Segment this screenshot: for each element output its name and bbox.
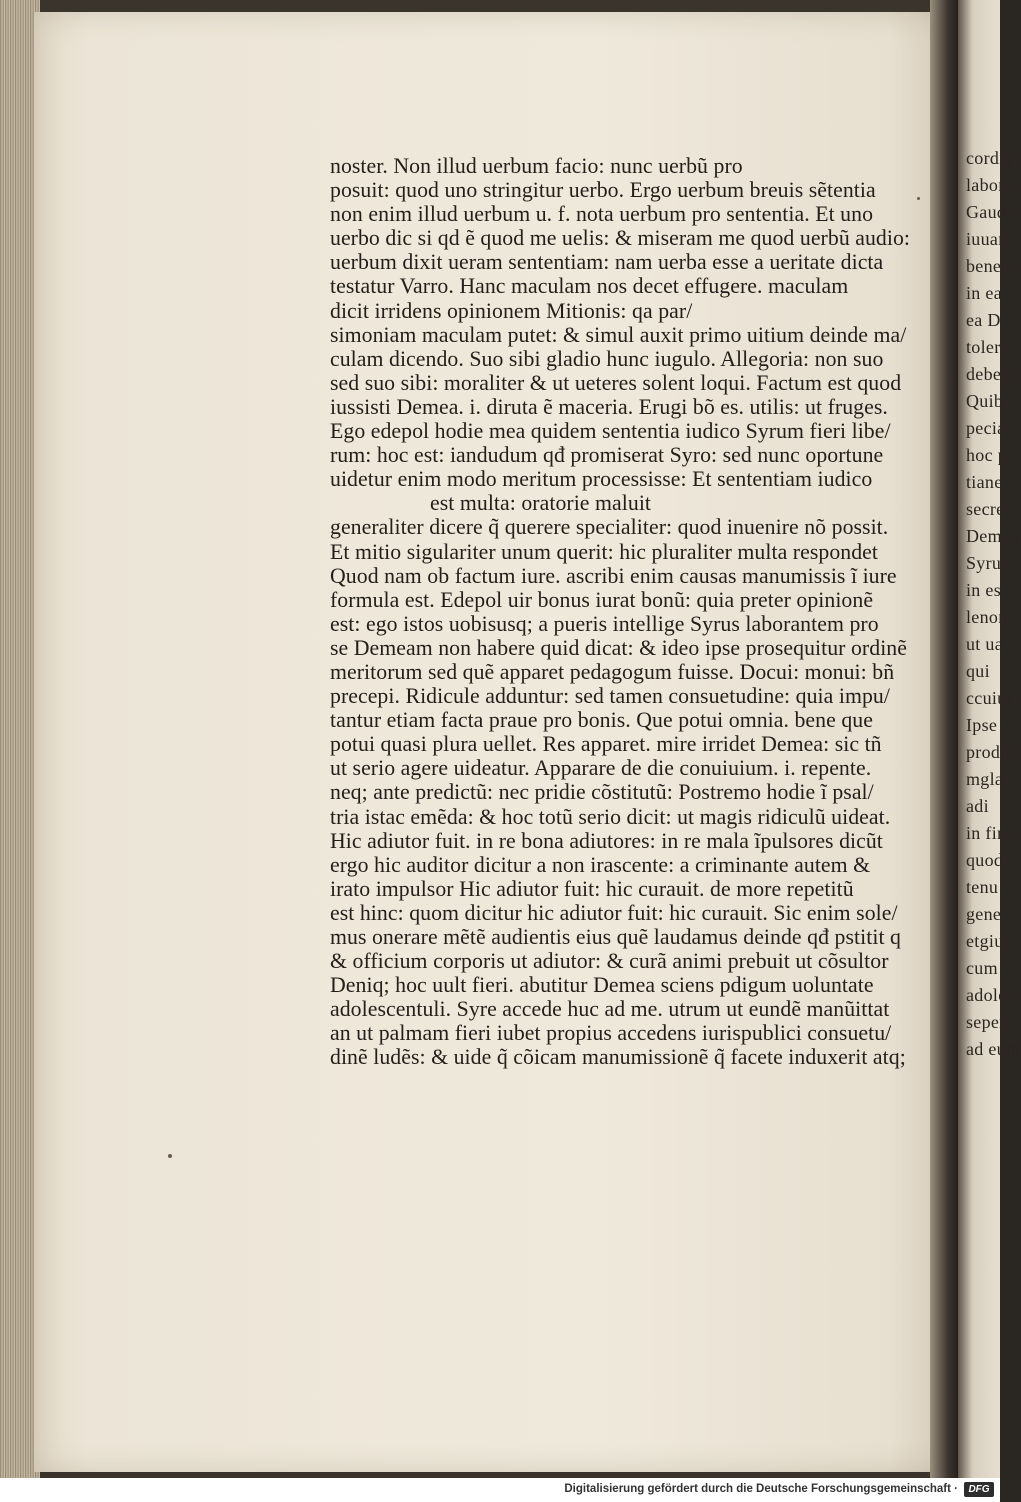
text-line: uerbum dixit ueram sententiam: nam uerba esse a ueritate dicta bbox=[330, 250, 884, 275]
text-line: & officium corporis ut adiutor: & curã animi prebuit ut cõsultor bbox=[330, 949, 889, 974]
text-line: uerbo dic si qd ẽ quod me uelis: & miseram me quod uerbũ audio: bbox=[330, 226, 911, 251]
text-line: posuit: quod uno stringitur uerbo. Ergo uerbum breuis sẽtentia bbox=[330, 178, 876, 203]
facing-page-text-fragment: in ea bbox=[966, 283, 1002, 303]
text-line: uidetur enim modo meritum processisse: Et sententiam iudico bbox=[330, 467, 873, 492]
facing-page-text-fragment: quod bbox=[966, 850, 1004, 870]
text-line: non enim illud uerbum u. f. nota uerbum pro sententia. Et uno bbox=[330, 202, 874, 227]
text-line: noster. Non illud uerbum facio: nunc uerbũ pro bbox=[330, 154, 743, 178]
facing-page-text-fragment: debent bbox=[966, 364, 1016, 384]
text-line: rum: hoc est: iandudum qđ promiserat Syro: sed nunc oportune bbox=[330, 443, 884, 468]
facing-page-text-fragment: Quib bbox=[966, 391, 1004, 411]
text-line: tantur etiam facta praue pro bonis. Que potui omnia. bene que bbox=[330, 708, 873, 733]
facing-page-text-fragment: sepen bbox=[966, 1012, 1009, 1032]
text-line: Deniq; hoc uult fieri. abutitur Demea sciens pdigum uoluntate bbox=[330, 973, 874, 998]
facing-page-text-fragment: ea D bbox=[966, 310, 1001, 330]
text-line: Et mitio sigulariter unum querit: hic pluraliter multa respondet bbox=[330, 539, 878, 564]
facing-page-text-fragment: adi bbox=[966, 796, 989, 816]
text-line: iussisti Demea. i. diruta ẽ maceria. Erugi bõ es. utilis: ut fruges. bbox=[330, 394, 888, 419]
facing-page-text-fragment: ad eum bbox=[966, 1039, 1021, 1059]
facing-page-text-fragment: in es bbox=[966, 580, 1001, 600]
text-line: mus onerare mẽtẽ audientis eius quẽ laudamus deinde qđ pstitit q bbox=[330, 925, 901, 949]
text-line: tria istac emẽda: & hoc totũ serio dicit: ut magis ridiculũ uideat. bbox=[330, 804, 891, 829]
text-line: dicit irridens opinionem Mitionis: qa par/ bbox=[330, 298, 693, 323]
funding-credit: Digitalisierung gefördert durch die Deutsche Forschungsgemeinschaft · bbox=[564, 1483, 958, 1495]
facing-page-text-fragment: secret bbox=[966, 499, 1010, 519]
text-line: an ut palmam fieri iubet propius accedens iurispublici consuetu/ bbox=[330, 1021, 892, 1046]
facing-page-text-fragment: pecia bbox=[966, 418, 1006, 438]
facing-page-text-fragment: qui bbox=[966, 661, 990, 681]
text-line: meritorum sed quẽ apparet pedagogum fuisse. Docui: monui: bñ bbox=[330, 659, 895, 684]
text-line: culam dicendo. Suo sibi gladio hunc iugulo. Allegoria: non suo bbox=[330, 346, 884, 371]
book-gutter bbox=[930, 0, 960, 1478]
text-line: Quod nam ob factum iure. ascribi enim causas manumissis ĩ iure bbox=[330, 563, 897, 588]
facing-page-text-fragment: in fine bbox=[966, 823, 1015, 843]
facing-page-text-fragment: adoles bbox=[966, 985, 1014, 1005]
facing-page-text-fragment: Ipse bbox=[966, 715, 998, 735]
incunable-text-block bbox=[330, 154, 920, 1070]
text-line: irato impulsor Hic adiutor fuit: hic curauit. de more repetitũ bbox=[330, 876, 854, 901]
text-line: Hic adiutor fuit. in re bona adiutores: in re mala ĩpulsores dicũt bbox=[330, 828, 883, 853]
facing-page-text-fragment: ut ua bbox=[966, 634, 1003, 654]
facing-page-text-fragment: beneur bbox=[966, 256, 1017, 276]
ink-speck bbox=[168, 1154, 172, 1158]
text-line: potui quasi plura uellet. Res apparet. mire irridet Demea: sic tñ bbox=[330, 732, 882, 757]
facing-page-text-fragment: iuuare bbox=[966, 229, 1013, 249]
text-line: neq; ante predictũ: nec pridie cõstitutũ: Postremo hodie ĩ psal/ bbox=[330, 780, 874, 805]
text-line: Ego edepol hodie mea quidem sententia iudico Syrum fieri libe/ bbox=[330, 419, 891, 444]
text-line: formula est. Edepol uir bonus iurat bonũ: quia preter opinionẽ bbox=[330, 587, 874, 612]
facing-page-text-fragment: ccuius bbox=[966, 688, 1014, 708]
facing-page-text-fragment: gene bbox=[966, 904, 1002, 924]
facing-page-text-fragment: cordig bbox=[966, 148, 1014, 168]
digitization-footer bbox=[0, 1478, 1000, 1502]
facing-page-fragment bbox=[958, 0, 1021, 1478]
text-line: precepi. Ridicule adduntur: sed tamen consuetudine: quia impu/ bbox=[330, 684, 890, 709]
facing-page-text-fragment: Gaudio bbox=[966, 202, 1021, 222]
text-line: est multa: oratorie maluit bbox=[430, 491, 652, 516]
text-line: sed suo sibi: moraliter & ut ueteres solent loqui. Factum est quod bbox=[330, 370, 902, 395]
facing-page-text-fragment: hoc p bbox=[966, 445, 1007, 465]
text-line: ut serio agere uideatur. Apparare de die conuiuium. i. repente. bbox=[330, 756, 872, 781]
dfg-logo: DFG bbox=[964, 1482, 994, 1497]
facing-page-text-fragment: mgla bbox=[966, 769, 1004, 789]
text-line: testatur Varro. Hanc maculam nos decet effugere. maculam bbox=[330, 274, 849, 299]
text-line: se Demeam non habere quid dicat: & ideo ipse prosequitur ordinẽ bbox=[330, 635, 907, 660]
facing-page-text-fragment: Syrus bbox=[966, 553, 1009, 573]
facing-page-text-fragment: tolera bbox=[966, 337, 1009, 357]
facing-page-text-fragment: tiane bbox=[966, 472, 1003, 492]
text-line: simoniam maculam putet: & simul auxit primo uitium deinde ma/ bbox=[330, 322, 907, 347]
text-line: dinẽ ludẽs: & uide q̃ cõicam manumissionẽ q̃ facete induxerit atq; bbox=[330, 1045, 906, 1070]
facing-page-text-fragment: tenu bbox=[966, 877, 999, 897]
facing-page-text-fragment: prodig bbox=[966, 742, 1015, 762]
facing-page-text-fragment: etgiuc bbox=[966, 931, 1012, 951]
text-line: generaliter dicere q̃ querere specialiter: quod inuenire nõ possit. bbox=[330, 515, 889, 540]
facing-page-text-fragment: lenon bbox=[966, 607, 1008, 627]
facing-page-text-fragment: Demea bbox=[966, 526, 1019, 546]
text-line: est: ego istos uobisusq; a pueris intellige Syrus laborantem pro bbox=[330, 611, 879, 636]
text-line: adolescentuli. Syre accede huc ad me. utrum ut eundẽ manũittat bbox=[330, 997, 890, 1022]
facing-page-text-fragment: labore bbox=[966, 175, 1013, 195]
text-line: est hinc: quom dicitur hic adiutor fuit: hic curauit. Sic enim sole/ bbox=[330, 900, 898, 925]
text-line: ergo hic auditor dicitur a non irascente: a criminante autem & bbox=[330, 852, 871, 877]
facing-page-text-fragment: cum bbox=[966, 958, 998, 978]
